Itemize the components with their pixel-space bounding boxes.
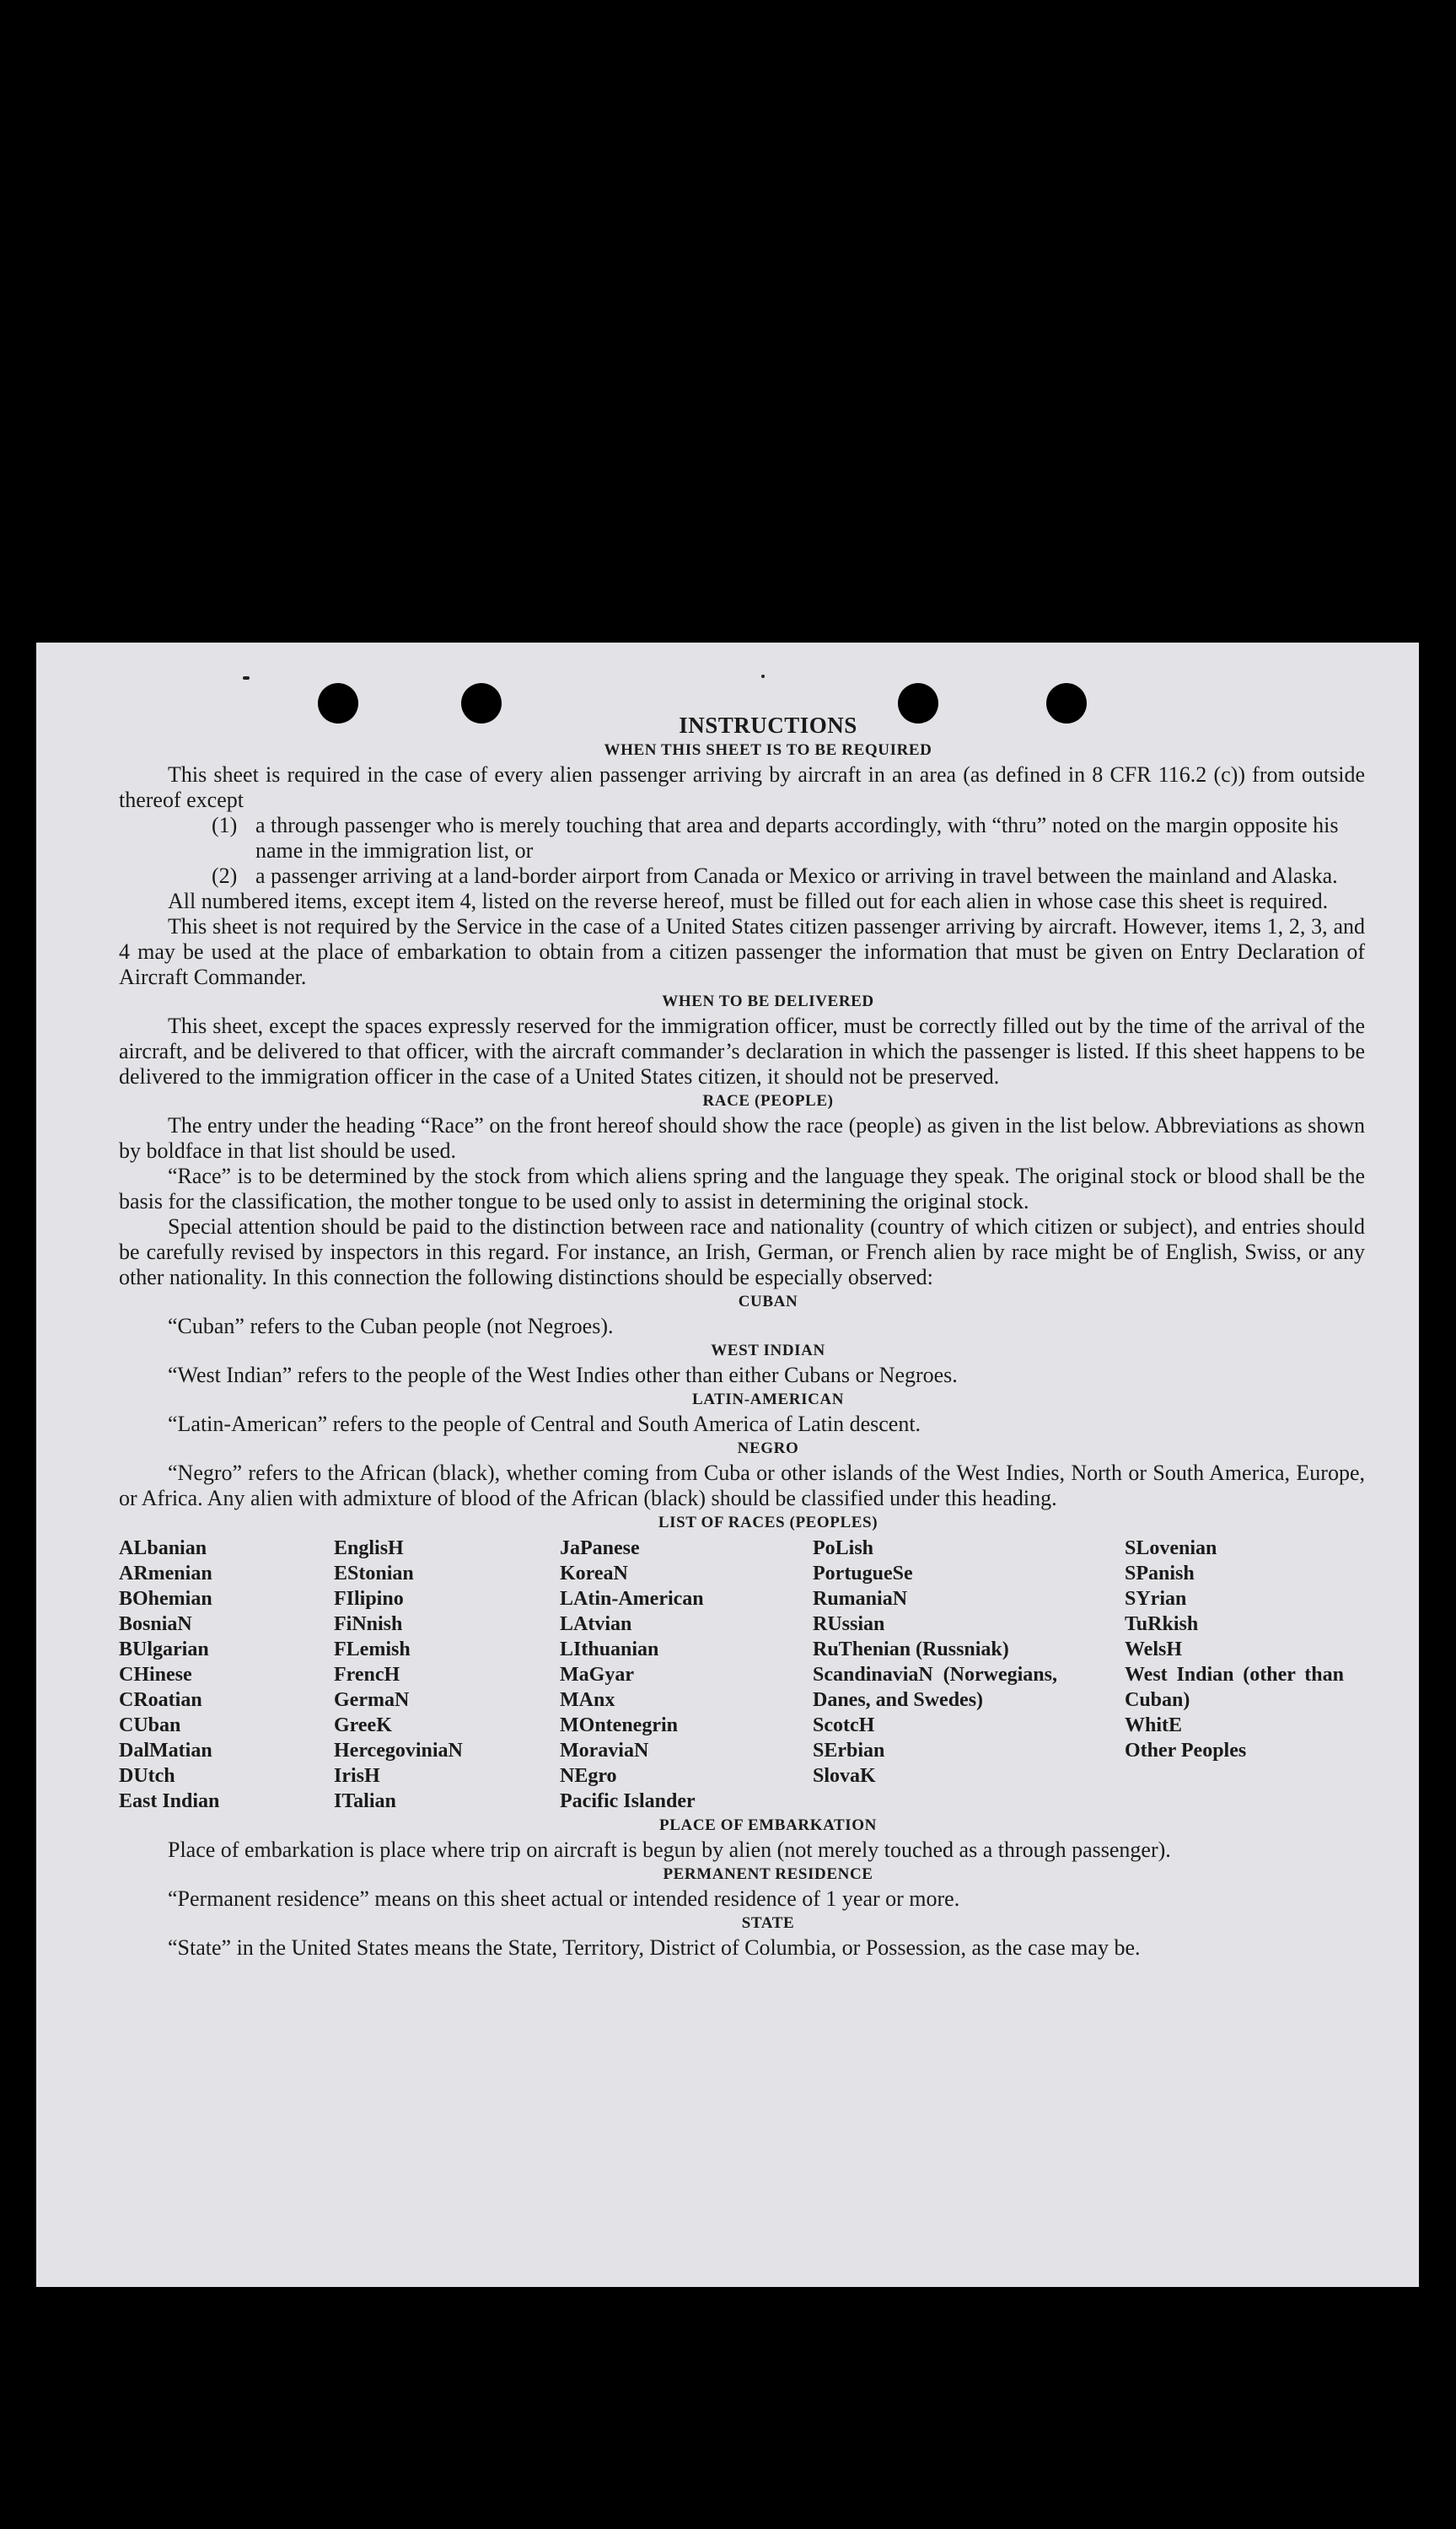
race-entry: NEgro: [560, 1765, 617, 1787]
race-entry: RumaniaN: [813, 1588, 908, 1610]
speck: [243, 676, 250, 680]
section-heading: RACE (PEOPLE): [702, 1092, 834, 1110]
race-entry: EStonian: [334, 1563, 414, 1585]
section-heading: LIST OF RACES (PEOPLES): [658, 1514, 878, 1531]
paragraph: Special attention should be paid to the distinction between race and nationality (country of which citizen or subject), and entries should be carefully revised by inspectors in this regard. For instance, an Irish, German, or French alien by race might be of English, Swiss, or any other nationality. In this connection the following distinctions should be especially observed:: [119, 1214, 1365, 1289]
race-entry: LAtin-American: [560, 1588, 704, 1610]
section-heading: PERMANENT RESIDENCE: [663, 1865, 873, 1883]
paragraph: “Latin-American” refers to the people of Central and South America of Latin descent.: [168, 1412, 921, 1436]
race-entry: GreeK: [334, 1714, 392, 1736]
race-entry: PortugueSe: [813, 1563, 913, 1585]
section-heading: CUBAN: [738, 1293, 798, 1310]
race-entry: IrisH: [334, 1765, 380, 1787]
race-entry: GermaN: [334, 1689, 410, 1711]
races-list: [119, 1536, 1365, 1814]
section-heading: NEGRO: [737, 1439, 799, 1457]
race-entry: RuThenian (Russniak): [813, 1638, 1009, 1660]
paragraph: Place of embarkation is place where trip on aircraft is begun by alien (not merely touched as a through passenger).: [168, 1838, 1171, 1862]
section-heading: PLACE OF EMBARKATION: [659, 1816, 877, 1834]
race-entry: DUtch: [119, 1765, 175, 1787]
race-entry: WelsH: [1125, 1638, 1183, 1660]
race-entry: WhitE: [1125, 1714, 1183, 1736]
races-column: [119, 1536, 334, 1814]
race-entry: SErbian: [813, 1740, 885, 1762]
race-entry: BosniaN: [119, 1613, 192, 1635]
race-entry: LIthuanian: [560, 1638, 659, 1660]
item-number: (1): [212, 813, 238, 837]
paragraph: All numbered items, except item 4, listed on the reverse hereof, must be filled out for each alien in whose case this sheet is required.: [168, 889, 1329, 913]
race-entry: KoreaN: [560, 1563, 628, 1585]
instructions-content: [119, 712, 1365, 1961]
race-entry: FrencH: [334, 1664, 400, 1686]
race-entry: SPanish: [1125, 1563, 1195, 1585]
races-column: [560, 1536, 813, 1814]
speck: [761, 675, 765, 678]
list-item: [212, 864, 1365, 889]
race-entry: ITalian: [334, 1790, 396, 1812]
race-entry: PoLish: [813, 1537, 874, 1559]
race-entry: LAtvian: [560, 1613, 632, 1635]
races-column: [334, 1536, 560, 1814]
paragraph: “Permanent residence” means on this sheet actual or intended residence of 1 year or more.: [168, 1886, 960, 1911]
race-entry: SlovaK: [813, 1765, 876, 1787]
paragraph: “Race” is to be determined by the stock from which aliens spring and the language they speak. The original stock or blood shall be the basis for the classification, the mother tongue to be used only to assist in determining the original stock.: [119, 1164, 1365, 1213]
race-entry: CRoatian: [119, 1689, 202, 1711]
paragraph: The entry under the heading “Race” on the front hereof should show the race (people) as given in the list below. Abbreviations as shown by boldface in that list should be used.: [119, 1113, 1365, 1163]
race-entry: CUban: [119, 1714, 181, 1736]
list-item: [212, 813, 1365, 864]
section-heading: LATIN-AMERICAN: [691, 1391, 845, 1408]
race-entry: ScandinaviaN (Norwegians, Danes, and Swedes): [813, 1664, 1057, 1711]
races-column: [813, 1536, 1125, 1814]
race-entry: East Indian: [119, 1790, 220, 1812]
race-entry: CHinese: [119, 1664, 192, 1686]
race-entry: FIlipino: [334, 1588, 404, 1610]
race-entry: EnglisH: [334, 1537, 404, 1559]
race-entry: West Indian (other than Cuban): [1125, 1664, 1344, 1711]
race-entry: MoraviaN: [560, 1740, 649, 1762]
race-entry: RUssian: [813, 1613, 885, 1635]
item-text: a through passenger who is merely touching that area and departs accordingly, with “thru” noted on the margin opposite his name in the immigration list, or: [255, 813, 1339, 863]
section-heading: WEST INDIAN: [711, 1342, 825, 1359]
race-entry: FiNnish: [334, 1613, 403, 1635]
race-entry: DalMatian: [119, 1740, 212, 1762]
paragraph: “West Indian” refers to the people of the West Indies other than either Cubans or Negroes.: [168, 1363, 958, 1387]
race-entry: Pacific Islander: [560, 1790, 696, 1812]
section-heading: STATE: [741, 1914, 795, 1932]
page-title: INSTRUCTIONS: [679, 713, 857, 738]
races-column: [1125, 1536, 1365, 1814]
paragraph: This sheet is required in the case of every alien passenger arriving by aircraft in an area (as defined in 8 CFR 116.2 (c)) from outside thereof except: [119, 762, 1365, 812]
paragraph: “Negro” refers to the African (black), whether coming from Cuba or other islands of the West Indies, North or South America, Europe, or Africa. Any alien with admixture of blood of the African (black) should be classified under this heading.: [119, 1461, 1365, 1510]
race-entry: MOntenegrin: [560, 1714, 678, 1736]
race-entry: ScotcH: [813, 1714, 875, 1736]
race-entry: FLemish: [334, 1638, 411, 1660]
race-entry: MaGyar: [560, 1664, 634, 1686]
race-entry: HercegoviniaN: [334, 1740, 463, 1762]
item-text: a passenger arriving at a land-border airport from Canada or Mexico or arriving in travel between the mainland and Alaska.: [255, 864, 1338, 888]
race-entry: BOhemian: [119, 1588, 212, 1610]
paragraph: This sheet is not required by the Service in the case of a United States citizen passenger arriving by aircraft. However, items 1, 2, 3, and 4 may be used at the place of embarkation to obtain from a citizen passenger the information that must be given on Entry Declaration of Aircraft Commander.: [119, 914, 1365, 989]
race-entry: BUlgarian: [119, 1638, 209, 1660]
race-entry: TuRkish: [1125, 1613, 1199, 1635]
paragraph: This sheet, except the spaces expressly reserved for the immigration officer, must be correctly filled out by the time of the arrival of the aircraft, and be delivered to that officer, with the aircraft commander’s declaration in which the passenger is listed. If this sheet happens to be delivered to the immigration officer in the case of a United States citizen, it should not be preserved.: [119, 1014, 1365, 1089]
paragraph: “State” in the United States means the State, Territory, District of Columbia, or Possession, as the case may be.: [168, 1935, 1141, 1960]
race-entry: SLovenian: [1125, 1537, 1217, 1559]
race-entry: Other Peoples: [1125, 1740, 1247, 1762]
document-sheet: [36, 643, 1419, 2287]
section-heading: WHEN TO BE DELIVERED: [662, 993, 874, 1010]
race-entry: SYrian: [1125, 1588, 1187, 1610]
section-heading: WHEN THIS SHEET IS TO BE REQUIRED: [604, 741, 932, 759]
race-entry: JaPanese: [560, 1537, 640, 1559]
paragraph: “Cuban” refers to the Cuban people (not Negroes).: [168, 1314, 614, 1338]
item-number: (2): [212, 864, 238, 888]
race-entry: ARmenian: [119, 1563, 212, 1585]
race-entry: ALbanian: [119, 1537, 207, 1559]
race-entry: MAnx: [560, 1689, 615, 1711]
